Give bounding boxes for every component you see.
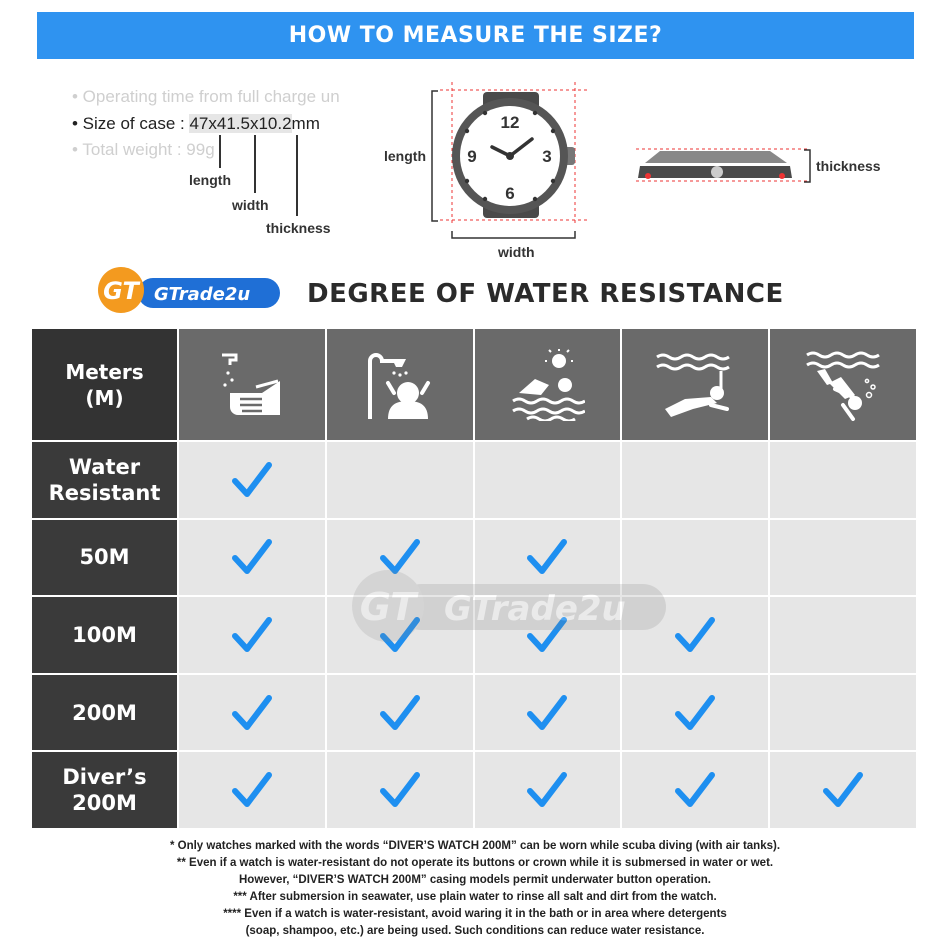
watch-front-length-label: length: [384, 148, 426, 164]
check-icon: [675, 616, 715, 654]
logo-text: GTrade2u: [154, 284, 251, 305]
row-label-line-1: 100M: [72, 622, 137, 647]
footnote-1: * Only watches marked with the words “DIVER’S WATCH 200M” can be worn while scuba diving (with air tanks).: [169, 840, 781, 852]
spec-weight-text: • Total weight : 99g: [72, 140, 215, 159]
cell-r1-c1: [327, 520, 473, 596]
cell-r0-c4: [770, 442, 916, 518]
row-label-line-2: Resistant: [48, 480, 161, 505]
check-icon: [380, 771, 420, 809]
gtrade2u-logo-icon: [98, 266, 280, 314]
spec-label-thickness: thickness: [266, 220, 331, 236]
row-header-100m: [32, 597, 177, 673]
watch-front-width-label: width: [498, 244, 535, 260]
cell-r2-c3: [622, 597, 768, 673]
footnote-2-cont: However, “DIVER’S WATCH 200M” casing models permit underwater button operation.: [238, 874, 711, 886]
cell-r3-c4: [770, 675, 916, 751]
watch-side-diagram: [628, 130, 818, 190]
row-label-line-1: 200M: [72, 700, 137, 725]
row-header-divers-200m: [32, 752, 177, 828]
cell-r0-c1: [327, 442, 473, 518]
row-label-line-1: Water: [68, 454, 141, 479]
spec-size-unit: mm: [291, 114, 320, 133]
check-icon: [675, 771, 715, 809]
check-icon: [527, 538, 567, 576]
cell-r3-c3: [622, 675, 768, 751]
shower-icon: [364, 349, 436, 421]
row-header-200m: [32, 675, 177, 751]
check-icon: [675, 694, 715, 732]
cell-r3-c1: [327, 675, 473, 751]
scuba-diving-icon: [805, 349, 881, 421]
brand-logo: [98, 266, 280, 314]
check-icon: [380, 616, 420, 654]
check-icon: [232, 616, 272, 654]
cell-r1-c0: [179, 520, 325, 596]
col-header-snorkeling: [622, 329, 768, 440]
row-header-water-resistant: [32, 442, 177, 518]
col-header-shower: [327, 329, 473, 440]
col-header-hand-washing: [179, 329, 325, 440]
check-icon: [232, 461, 272, 499]
cell-r3-c2: [475, 675, 621, 751]
cell-r4-c0: [179, 752, 325, 828]
row-label-line-1: Diver’s: [62, 765, 147, 790]
cell-r2-c2: [475, 597, 621, 673]
col-header-scuba-diving: [770, 329, 916, 440]
cell-r1-c2: [475, 520, 621, 596]
snorkeling-icon: [655, 349, 735, 421]
cell-r2-c4: [770, 597, 916, 673]
cell-r0-c3: [622, 442, 768, 518]
check-icon: [527, 694, 567, 732]
corner-line-1: Meters: [65, 359, 144, 384]
cell-r4-c1: [327, 752, 473, 828]
spec-size-prefix: • Size of case :: [72, 114, 190, 133]
check-icon: [232, 771, 272, 809]
cell-r2-c0: [179, 597, 325, 673]
watch-side-thickness-label: thickness: [816, 158, 881, 174]
watch-front-diagram: [380, 78, 590, 263]
check-icon: [823, 771, 863, 809]
spec-operating-text: • Operating time from full charge un: [72, 87, 340, 106]
footnote-4-cont: (soap, shampoo, etc.) are being used. Such conditions can reduce water resistance.: [245, 925, 705, 937]
check-icon: [527, 616, 567, 654]
footnotes: [0, 838, 950, 940]
spec-size-value: 47x41.5x10.2: [189, 114, 292, 133]
dial-numeral-3: 3: [542, 147, 552, 166]
water-resistance-table: [32, 329, 916, 828]
check-icon: [380, 538, 420, 576]
col-header-swimming: [475, 329, 621, 440]
spec-label-width: width: [232, 197, 269, 213]
dial-numeral-6: 6: [505, 184, 515, 203]
footnote-2: ** Even if a watch is water-resistant do not operate its buttons or crown while it is submersed in water or wet.: [176, 857, 774, 869]
check-icon: [527, 771, 567, 809]
check-icon: [232, 694, 272, 732]
check-icon: [380, 694, 420, 732]
cell-r3-c0: [179, 675, 325, 751]
hand-washing-icon: [216, 349, 288, 421]
logo-mark: GT: [103, 277, 139, 305]
swimming-icon: [509, 349, 585, 421]
footnote-3: *** After submersion in seawater, use plain water to rinse all salt and dirt from the watch.: [233, 891, 717, 903]
spec-label-length: length: [189, 172, 231, 188]
cell-r1-c4: [770, 520, 916, 596]
cell-r4-c2: [475, 752, 621, 828]
cell-r4-c3: [622, 752, 768, 828]
table-corner-header: [32, 329, 177, 440]
footnote-4: **** Even if a watch is water-resistant, avoid waring it in the bath or in area where detergents: [223, 908, 727, 920]
cell-r4-c4: [770, 752, 916, 828]
cell-r1-c3: [622, 520, 768, 596]
row-label-line-2: 200M: [72, 791, 137, 816]
row-label-line-1: 50M: [79, 545, 130, 570]
dial-numeral-9: 9: [467, 147, 477, 166]
check-icon: [232, 538, 272, 576]
page-title: HOW TO MEASURE THE SIZE?: [288, 23, 663, 48]
cell-r0-c0: [179, 442, 325, 518]
water-resistance-title: DEGREE OF WATER RESISTANCE: [307, 279, 784, 309]
cell-r0-c2: [475, 442, 621, 518]
dial-numeral-12: 12: [500, 113, 520, 132]
corner-line-2: (M): [85, 385, 124, 410]
cell-r2-c1: [327, 597, 473, 673]
row-header-50m: [32, 520, 177, 596]
